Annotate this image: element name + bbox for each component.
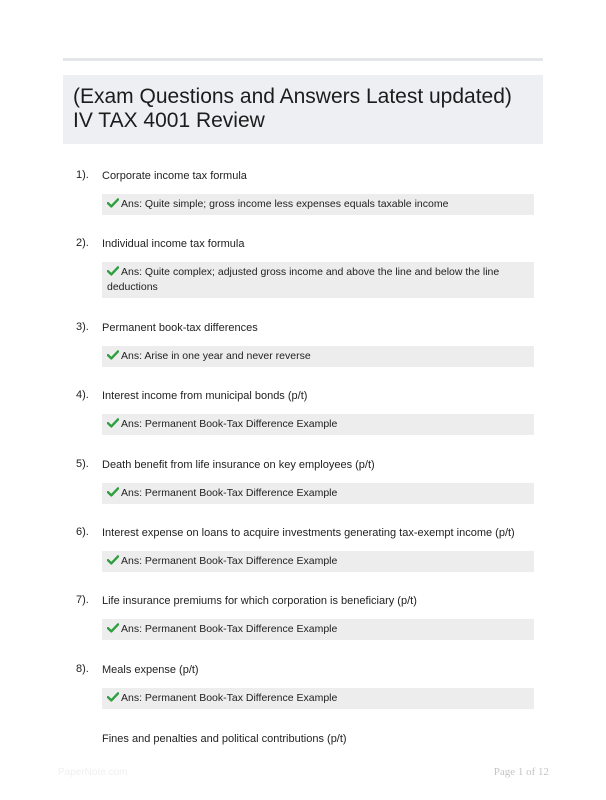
answer-box: [102, 262, 534, 298]
qa-item: [63, 388, 543, 430]
question-text: Interest expense on loans to acquire investments generating tax-exempt income (p/t): [102, 527, 515, 539]
question-text: Meals expense (p/t): [102, 664, 199, 676]
answer-text: Ans: Quite complex; adjusted gross income and above the line and below the line deductions: [107, 266, 500, 293]
answer-box: [102, 194, 534, 215]
question-row: [63, 525, 543, 543]
answer-box: [102, 414, 534, 435]
qa-item: [63, 731, 543, 749]
question-number: 1).: [76, 169, 89, 181]
page-number: Page 1 of 12: [493, 766, 549, 778]
answer-box: [102, 551, 534, 572]
answer-text: Ans: Quite simple; gross income less expenses equals taxable income: [121, 198, 449, 210]
title-line-2: IV TAX 4001 Review: [73, 109, 265, 132]
question-number: 8).: [76, 663, 89, 675]
qa-item: [63, 662, 543, 704]
top-rule: [63, 58, 543, 61]
checkmark-icon: [107, 418, 119, 428]
question-text: Death benefit from life insurance on key employees (p/t): [102, 459, 375, 471]
answer-box: [102, 346, 534, 367]
question-text: Individual income tax formula: [102, 238, 245, 250]
answer-box: [102, 619, 534, 640]
document-title: [63, 75, 543, 144]
question-row: [63, 236, 543, 254]
answer-text: Ans: Permanent Book-Tax Difference Example: [121, 692, 338, 704]
title-line-1: (Exam Questions and Answers Latest updated): [73, 85, 512, 108]
question-number: 4).: [76, 389, 89, 401]
question-text: Life insurance premiums for which corporation is beneficiary (p/t): [102, 595, 417, 607]
checkmark-icon: [107, 487, 119, 497]
question-row: [63, 388, 543, 406]
question-row: [63, 662, 543, 680]
question-number: 6).: [76, 526, 89, 538]
answer-text: Ans: Permanent Book-Tax Difference Example: [121, 623, 338, 635]
question-number: 5).: [76, 458, 89, 470]
question-row: [63, 457, 543, 475]
question-number: 7).: [76, 594, 89, 606]
footer-watermark: PaperNote.com: [58, 767, 128, 778]
checkmark-icon: [107, 350, 119, 360]
checkmark-icon: [107, 198, 119, 208]
question-row: [63, 731, 543, 749]
qa-item: [63, 593, 543, 635]
checkmark-icon: [107, 692, 119, 702]
question-row: [63, 593, 543, 611]
question-row: [63, 168, 543, 186]
question-number: 2).: [76, 237, 89, 249]
answer-box: [102, 483, 534, 504]
answer-text: Ans: Arise in one year and never reverse: [121, 350, 311, 362]
qa-item: [63, 525, 543, 567]
answer-text: Ans: Permanent Book-Tax Difference Example: [121, 418, 338, 430]
checkmark-icon: [107, 623, 119, 633]
qa-item: [63, 457, 543, 499]
checkmark-icon: [107, 555, 119, 565]
question-number: 3).: [76, 321, 89, 333]
checkmark-icon: [107, 266, 119, 276]
qa-item: [63, 236, 543, 293]
answer-text: Ans: Permanent Book-Tax Difference Example: [121, 555, 338, 567]
qa-item: [63, 320, 543, 362]
question-text: Permanent book-tax differences: [102, 322, 258, 334]
answer-box: [102, 688, 534, 709]
answer-text: Ans: Permanent Book-Tax Difference Example: [121, 487, 338, 499]
question-text: Interest income from municipal bonds (p/t): [102, 390, 308, 402]
question-text: Fines and penalties and political contributions (p/t): [102, 733, 347, 745]
qa-item: [63, 168, 543, 210]
question-row: [63, 320, 543, 338]
question-text: Corporate income tax formula: [102, 170, 247, 182]
